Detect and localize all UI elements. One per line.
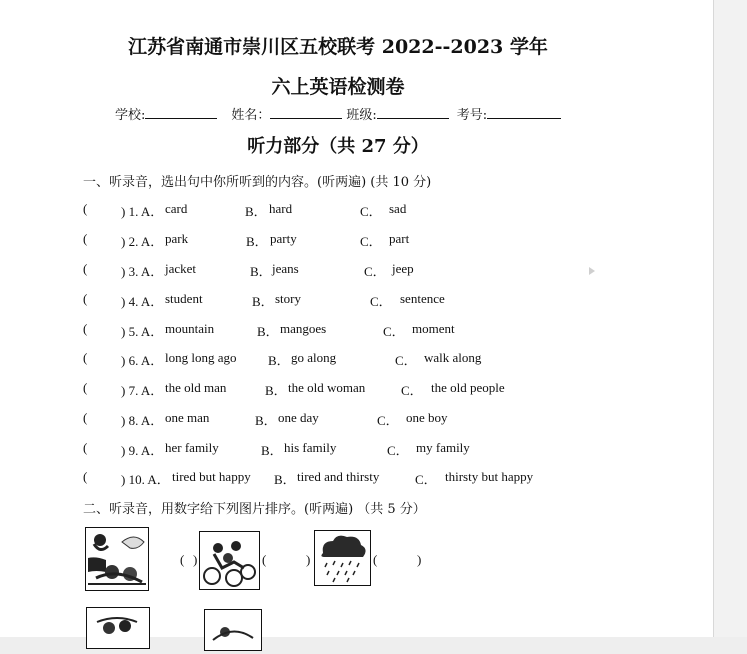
picture2-answer-paren-close: ) [306, 552, 311, 567]
school-label: 学校: [115, 108, 146, 123]
question-row: ( ) 5. A． mountain B． mangoes C． moment [83, 321, 455, 339]
option-b: the old woman [288, 380, 366, 395]
class-label: 班级: [346, 108, 377, 123]
listening-part-title: 听力部分（共 27 分） [247, 136, 429, 157]
option-a: park [165, 231, 189, 246]
picture-row2-second [204, 609, 262, 651]
picture-people-cycling [199, 531, 260, 590]
question-row: ( ) 1. A． card B． hard C． sad [83, 201, 407, 219]
option-b: go along [291, 350, 337, 365]
option-a: long long ago [165, 350, 237, 365]
class-blank [377, 105, 449, 119]
option-a: the old man [165, 380, 227, 395]
school-blank [145, 105, 217, 119]
option-c: sentence [400, 291, 445, 306]
option-b: hard [269, 201, 293, 216]
question-row: ( ) 3. A． jacket B． jeans C． jeep [83, 261, 414, 279]
option-c: part [389, 231, 410, 246]
option-b: one day [278, 410, 319, 425]
viewer-background [713, 0, 747, 637]
name-label: 姓名： [231, 108, 271, 123]
scroll-marker-icon [589, 267, 595, 275]
children-playing-image [86, 528, 148, 590]
picture3-answer-paren-open: ( [373, 552, 378, 567]
option-a: her family [165, 440, 219, 455]
picture2-answer-paren-open: ( [262, 552, 267, 567]
option-c: moment [412, 321, 455, 336]
picture3-answer-paren-close: ) [417, 552, 422, 567]
section2-heading: 二、听录音，用数字给下列图片排序。(听两遍) （共 5 分） [83, 502, 426, 517]
option-a: one man [165, 410, 210, 425]
option-c: sad [389, 201, 407, 216]
question-row: ( ) 4. A． student B． story C． sentence [83, 291, 445, 309]
question-row: ( ) 7. A． the old man B． the old woman C． the old people [83, 380, 505, 398]
student-info-line [115, 104, 561, 123]
option-b: story [275, 291, 301, 306]
question-row: ( ) 10. A． tired but happy B． tired and thirsty C． thirsty but happy [83, 469, 534, 487]
option-b: tired and thirsty [297, 469, 380, 484]
cycling-image [200, 532, 259, 589]
option-a: student [165, 291, 203, 306]
option-c: my family [416, 440, 470, 455]
option-a: mountain [165, 321, 215, 336]
exam-number-label: 考号: [456, 108, 488, 123]
rain-cloud-image [315, 531, 370, 585]
exam-title: 江苏省南通市崇川区五校联考 2022--2023 学年 [128, 36, 548, 58]
row2-second-image [205, 610, 261, 650]
section1-heading: 一、听录音，选出句中你所听到的内容。(听两遍) (共 10 分) [83, 175, 432, 190]
picture2-left-paren: ) [193, 552, 198, 567]
option-c: one boy [406, 410, 448, 425]
option-b: mangoes [280, 321, 327, 336]
picture1-answer-paren-open: ( [180, 552, 185, 567]
row2-first-image [87, 608, 149, 648]
question-row: ( ) 2. A． park B． party C． part [83, 231, 410, 249]
name-blank [270, 105, 342, 119]
picture-row2-first [86, 607, 150, 649]
option-b: his family [284, 440, 337, 455]
option-c: the old people [431, 380, 505, 395]
option-b: jeans [272, 261, 299, 276]
option-a: card [165, 201, 188, 216]
exam-subtitle: 六上英语检测卷 [271, 76, 405, 98]
exam-number-blank [487, 105, 561, 119]
option-c: thirsty but happy [445, 469, 534, 484]
picture-rain-cloud [314, 530, 371, 586]
option-a: tired but happy [172, 469, 251, 484]
option-b: party [270, 231, 297, 246]
question-row: ( ) 9. A． her family B． his family C． my family [83, 440, 470, 458]
question-row: ( ) 6. A． long long ago B． go along C． walk along [83, 350, 482, 368]
question-row: ( ) 8. A． one man B． one day C． one boy [83, 410, 448, 428]
option-a: jacket [165, 261, 197, 276]
picture-children-playing [85, 527, 149, 591]
option-c: walk along [424, 350, 482, 365]
option-c: jeep [392, 261, 414, 276]
